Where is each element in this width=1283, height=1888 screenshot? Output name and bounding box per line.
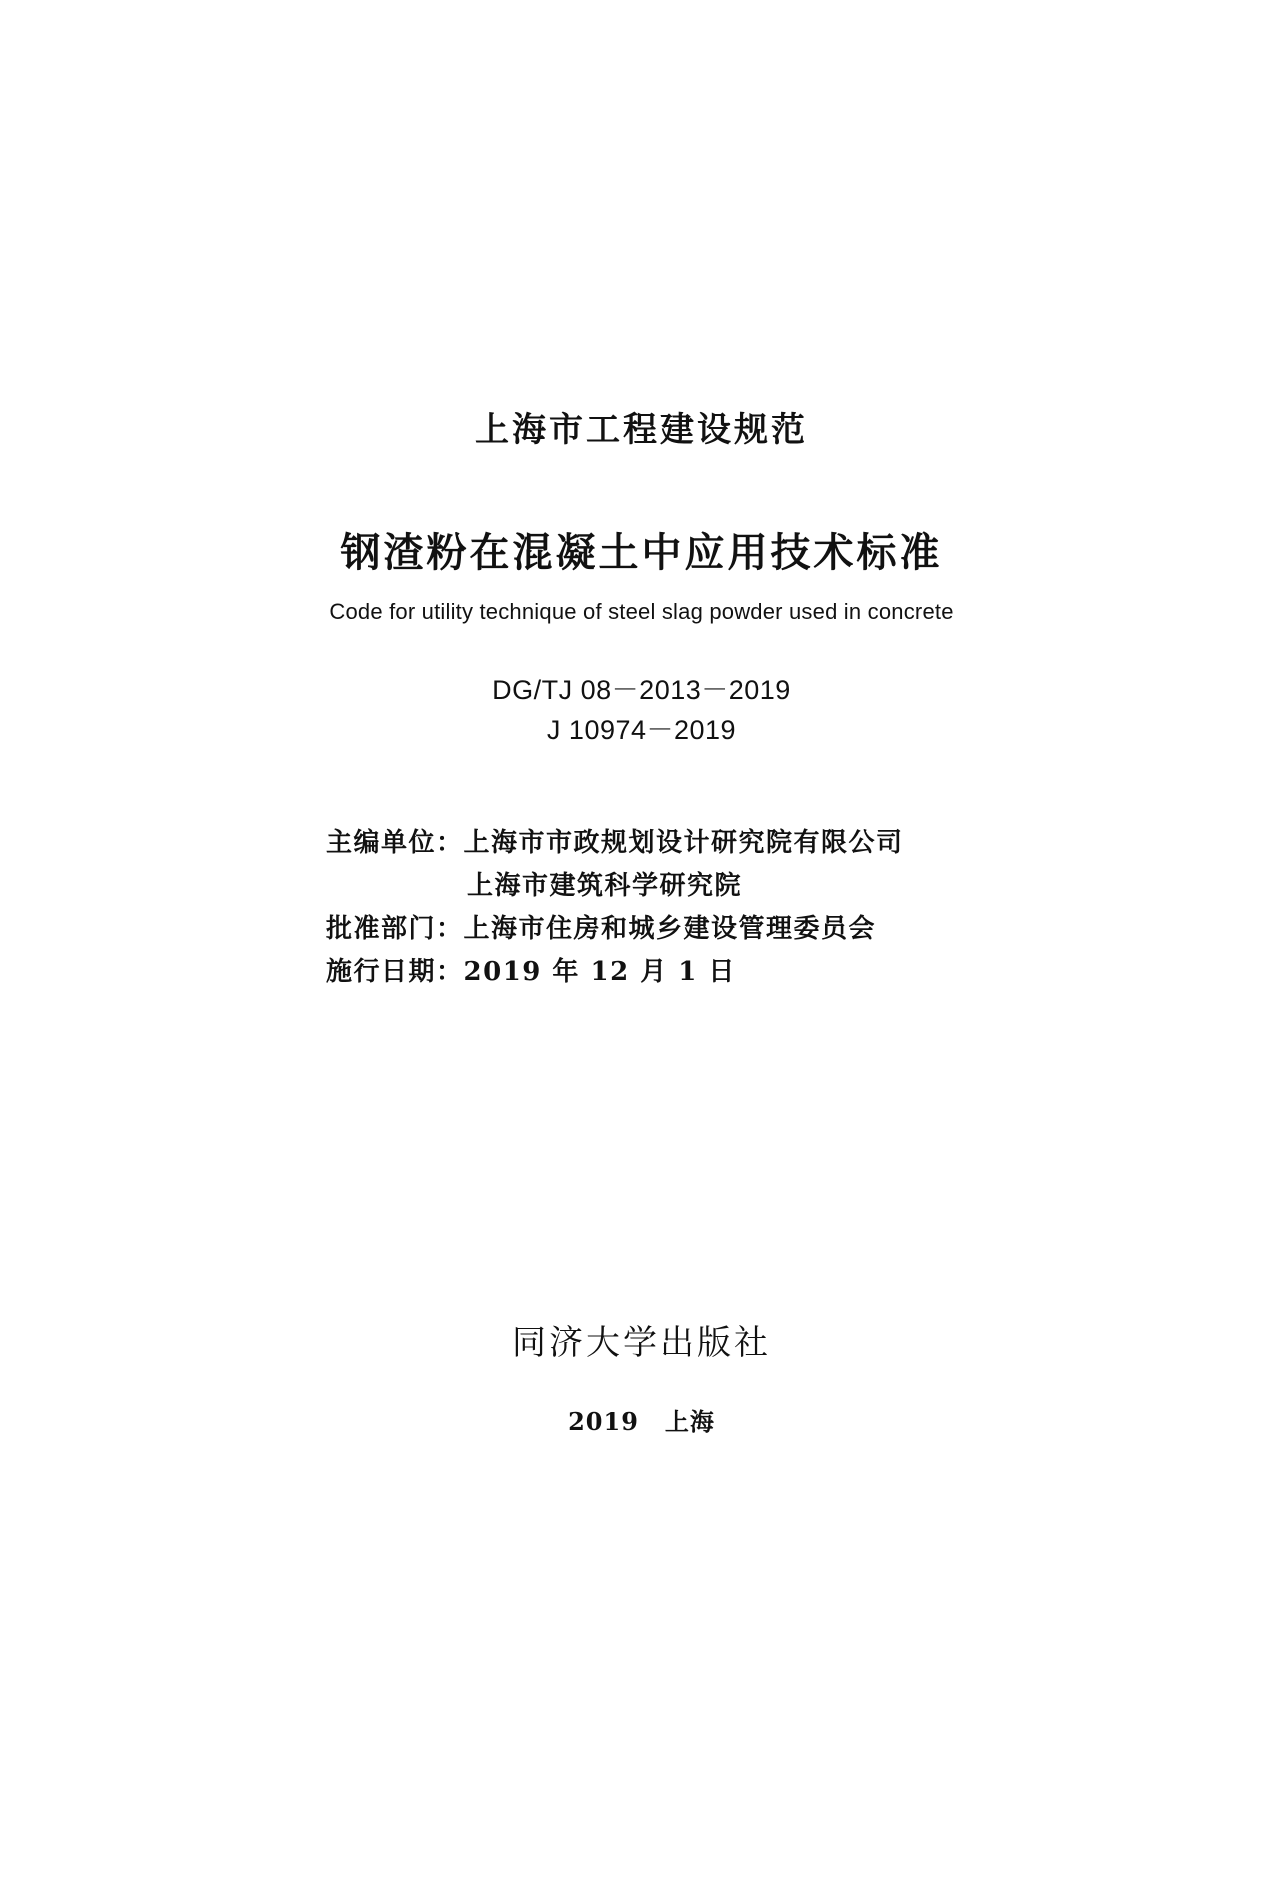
approval-label: 批准部门： (326, 914, 464, 944)
chief-editor-label: 主编单位： (326, 828, 464, 858)
publication-info (326, 822, 904, 994)
chief-editor-row (326, 822, 904, 865)
chief-editor-unit-1: 上海市市政规划设计研究院有限公司 (463, 828, 904, 858)
english-title: Code for utility technique of steel slag powder used in concrete (329, 599, 954, 624)
effective-date-row (326, 951, 904, 994)
publication-city: 上海 (664, 1407, 715, 1436)
chief-editor-unit-2: 上海市建筑科学研究院 (467, 871, 743, 901)
publication-place-year (0, 1402, 1283, 1437)
approval-department: 上海市住房和城乡建设管理委员会 (463, 914, 877, 944)
standard-code-primary: DG/TJ 08－2013－2019 (492, 675, 791, 705)
series-title: 上海市工程建设规范 (475, 410, 808, 450)
main-title: 钢渣粉在混凝土中应用技术标准 (340, 530, 943, 576)
effective-date-label: 施行日期： (326, 957, 464, 987)
publisher-name: 同济大学出版社 (512, 1323, 771, 1363)
effective-date: 2019 年 12 月 1 日 (463, 957, 736, 987)
chief-editor-row-2 (326, 865, 904, 908)
standard-code-secondary: J 10974－2019 (546, 715, 737, 745)
approval-row (326, 908, 904, 951)
publication-year: 2019 (568, 1407, 639, 1436)
